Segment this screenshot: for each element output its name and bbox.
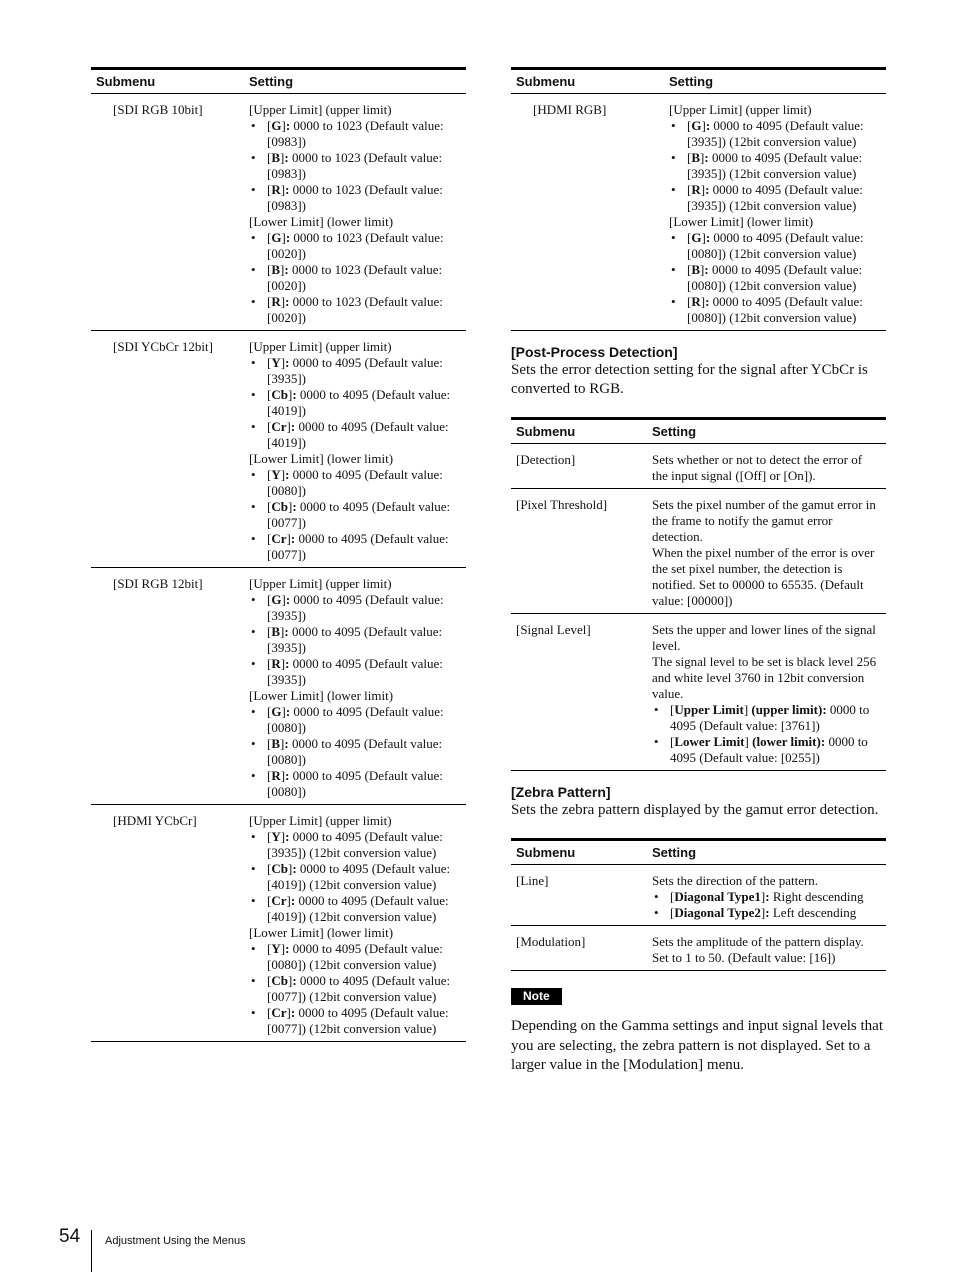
item-key: R bbox=[271, 182, 281, 197]
list-item: • [Y]: 0000 to 4095 (Default value: [3935]) (12bit conversion value) bbox=[267, 829, 461, 861]
setting-text: Sets the pixel number of the gamut error in the frame to notify the gamut error detection. bbox=[652, 497, 876, 544]
list-item: • [Y]: 0000 to 4095 (Default value: [0080]) (12bit conversion value) bbox=[267, 941, 461, 973]
table-row bbox=[511, 444, 886, 489]
list-item: • [Diagonal Type1]: Right descending bbox=[670, 889, 881, 905]
item-key: G bbox=[271, 704, 282, 719]
item-key: B bbox=[691, 262, 701, 277]
list-item: • [Upper Limit] (upper limit): 0000 to 4095 (Default value: [3761]) bbox=[670, 702, 881, 734]
submenu-cell: [SDI RGB 10bit] bbox=[91, 94, 244, 331]
item-key: Cb bbox=[271, 499, 288, 514]
item-key: B bbox=[691, 150, 701, 165]
list-item: • [Cb]: 0000 to 4095 (Default value: [4019]) (12bit conversion value) bbox=[267, 861, 461, 893]
list-item: • [Diagonal Type2]: Left descending bbox=[670, 905, 881, 921]
item-text: 0000 to 4095 (Default value: [4019]) (12bit conversion value) bbox=[267, 861, 451, 892]
post-process-description: Sets the error detection setting for the signal after YCbCr is converted to RGB. bbox=[511, 362, 868, 397]
item-text: 0000 to 4095 (Default value: [0077]) (12bit conversion value) bbox=[267, 1005, 449, 1036]
list-item: • [R]: 0000 to 1023 (Default value: [0020]) bbox=[267, 294, 461, 326]
zebra-table bbox=[511, 838, 886, 971]
submenu-header: Submenu bbox=[511, 69, 664, 94]
item-text: 0000 to 4095 (Default value: [4019]) bbox=[267, 387, 451, 418]
setting-cell bbox=[244, 331, 466, 568]
submenu-cell: [HDMI RGB] bbox=[511, 94, 664, 331]
post-process-heading: [Post-Process Detection] bbox=[511, 344, 678, 360]
footer-section-title: Adjustment Using the Menus bbox=[105, 1235, 246, 1247]
list-item: • [Cr]: 0000 to 4095 (Default value: [0077]) bbox=[267, 531, 461, 563]
item-key: Diagonal Type1 bbox=[674, 889, 761, 904]
list-item: • [Cb]: 0000 to 4095 (Default value: [4019]) bbox=[267, 387, 461, 419]
item-key: G bbox=[271, 230, 282, 245]
item-key: B bbox=[271, 262, 281, 277]
item-key: R bbox=[271, 656, 281, 671]
list-item: • [B]: 0000 to 4095 (Default value: [3935]) bbox=[267, 624, 461, 656]
upper-limit-label: [Upper Limit] (upper limit) bbox=[249, 102, 392, 117]
table-row bbox=[511, 614, 886, 771]
upper-limit-label: [Upper Limit] (upper limit) bbox=[249, 576, 392, 591]
table-row bbox=[91, 331, 466, 568]
item-text: 0000 to 4095 (Default value: [0080]) bbox=[267, 736, 443, 767]
item-text: 0000 to 4095 (Default value: [3935]) bbox=[267, 355, 443, 386]
lower-limit-label: [Lower Limit] (lower limit) bbox=[669, 214, 814, 229]
setting-header: Setting bbox=[664, 69, 886, 94]
note-text: Depending on the Gamma settings and input signal levels that you are selecting, the zebra pattern is not displayed. Set to a larger value in the [Modulation] menu. bbox=[511, 1018, 884, 1073]
item-key: Cr bbox=[271, 531, 287, 546]
item-key: G bbox=[271, 592, 282, 607]
submenu-cell: [Modulation] bbox=[511, 926, 647, 971]
item-text: 0000 to 4095 (Default value: [0255]) bbox=[670, 734, 868, 765]
list-item: • [B]: 0000 to 4095 (Default value: [0080]) bbox=[267, 736, 461, 768]
list-item: • [B]: 0000 to 1023 (Default value: [0020]) bbox=[267, 262, 461, 294]
item-text: 0000 to 1023 (Default value: [0020]) bbox=[267, 262, 443, 293]
limits-table-body bbox=[91, 94, 466, 1042]
item-text: 0000 to 4095 (Default value: [3935]) (12bit conversion value) bbox=[267, 829, 443, 860]
item-text: 0000 to 4095 (Default value: [0077]) (12bit conversion value) bbox=[267, 973, 451, 1004]
item-text: Right descending bbox=[769, 889, 864, 904]
submenu-cell: [HDMI YCbCr] bbox=[91, 805, 244, 1042]
submenu-header: Submenu bbox=[511, 419, 647, 444]
item-key: R bbox=[691, 182, 701, 197]
list-item: • [R]: 0000 to 1023 (Default value: [0983]) bbox=[267, 182, 461, 214]
bullet-list bbox=[669, 118, 881, 214]
item-key: Diagonal Type2 bbox=[674, 905, 761, 920]
post-process-table bbox=[511, 417, 886, 771]
item-key: R bbox=[271, 768, 281, 783]
item-text: 0000 to 4095 (Default value: [3935]) (12bit conversion value) bbox=[687, 118, 864, 149]
list-item: • [R]: 0000 to 4095 (Default value: [0080]) (12bit conversion value) bbox=[687, 294, 881, 326]
list-item: • [R]: 0000 to 4095 (Default value: [0080]) bbox=[267, 768, 461, 800]
zebra-heading: [Zebra Pattern] bbox=[511, 784, 611, 800]
setting-cell bbox=[647, 865, 886, 926]
list-item: • [Cr]: 0000 to 4095 (Default value: [4019]) (12bit conversion value) bbox=[267, 893, 461, 925]
table-row bbox=[511, 926, 886, 971]
list-item: • [R]: 0000 to 4095 (Default value: [3935]) (12bit conversion value) bbox=[687, 182, 881, 214]
item-key: B bbox=[271, 736, 281, 751]
list-item: • [G]: 0000 to 1023 (Default value: [0020]) bbox=[267, 230, 461, 262]
list-item: • [G]: 0000 to 4095 (Default value: [0080]) bbox=[267, 704, 461, 736]
item-text: 0000 to 1023 (Default value: [0020]) bbox=[267, 230, 444, 261]
item-paren: lower limit bbox=[756, 734, 817, 749]
item-text: 0000 to 1023 (Default value: [0020]) bbox=[267, 294, 443, 325]
table-row bbox=[91, 568, 466, 805]
bullet-list bbox=[249, 230, 461, 326]
setting-header: Setting bbox=[647, 419, 886, 444]
submenu-cell: [Line] bbox=[511, 865, 647, 926]
lower-limit-label: [Lower Limit] (lower limit) bbox=[249, 451, 394, 466]
zebra-description: Sets the zebra pattern displayed by the gamut error detection. bbox=[511, 802, 879, 818]
lower-limit-label: [Lower Limit] (lower limit) bbox=[249, 925, 394, 940]
item-key: B bbox=[271, 624, 281, 639]
note-badge: Note bbox=[511, 988, 562, 1005]
lower-limit-label: [Lower Limit] (lower limit) bbox=[249, 214, 394, 229]
item-key: G bbox=[691, 230, 702, 245]
item-key: Lower Limit bbox=[674, 734, 745, 749]
item-text: 0000 to 1023 (Default value: [0983]) bbox=[267, 150, 443, 181]
bullet-list bbox=[669, 230, 881, 326]
item-key: Cr bbox=[271, 1005, 287, 1020]
item-text: 0000 to 4095 (Default value: [3935]) bbox=[267, 592, 444, 623]
item-key: Cb bbox=[271, 387, 288, 402]
item-key: Cr bbox=[271, 893, 287, 908]
item-text: 0000 to 1023 (Default value: [0983]) bbox=[267, 118, 444, 149]
submenu-cell: [Detection] bbox=[511, 444, 647, 489]
upper-limit-label: [Upper Limit] (upper limit) bbox=[249, 813, 392, 828]
item-text: 0000 to 4095 (Default value: [3935]) (12bit conversion value) bbox=[687, 182, 863, 213]
item-key: Cb bbox=[271, 861, 288, 876]
setting-header: Setting bbox=[647, 840, 886, 865]
bullet-list bbox=[249, 355, 461, 451]
item-key: Cr bbox=[271, 419, 287, 434]
item-text: 0000 to 4095 (Default value: [0080]) bbox=[267, 768, 443, 799]
setting-cell bbox=[664, 94, 886, 331]
item-key: Y bbox=[271, 829, 281, 844]
list-item: • [G]: 0000 to 1023 (Default value: [0983]) bbox=[267, 118, 461, 150]
upper-limit-label: [Upper Limit] (upper limit) bbox=[669, 102, 812, 117]
item-text: 0000 to 4095 (Default value: [0080]) (12bit conversion value) bbox=[687, 230, 864, 261]
hdmi-rgb-table bbox=[511, 67, 886, 331]
setting-cell bbox=[647, 489, 886, 614]
item-key: R bbox=[691, 294, 701, 309]
setting-cell bbox=[244, 94, 466, 331]
item-text: 0000 to 4095 (Default value: [4019]) (12bit conversion value) bbox=[267, 893, 449, 924]
item-key: G bbox=[691, 118, 702, 133]
setting-text: The signal level to be set is black level 256 and white level 3760 in 12bit conversion value. bbox=[652, 654, 877, 701]
bullet-list bbox=[249, 592, 461, 688]
lower-limit-label: [Lower Limit] (lower limit) bbox=[249, 688, 394, 703]
list-item: • [B]: 0000 to 1023 (Default value: [0983]) bbox=[267, 150, 461, 182]
bullet-list bbox=[249, 941, 461, 1037]
item-text: 0000 to 4095 (Default value: [0080]) bbox=[267, 467, 443, 498]
item-text: 0000 to 4095 (Default value: [0077]) bbox=[267, 499, 451, 530]
item-text: 0000 to 4095 (Default value: [0077]) bbox=[267, 531, 449, 562]
item-key: Y bbox=[271, 941, 281, 956]
item-text: 0000 to 4095 (Default value: [3935]) bbox=[267, 656, 443, 687]
left-column bbox=[91, 67, 466, 1042]
submenu-cell: [SDI YCbCr 12bit] bbox=[91, 331, 244, 568]
upper-limit-label: [Upper Limit] (upper limit) bbox=[249, 339, 392, 354]
item-key: B bbox=[271, 150, 281, 165]
list-item: • [Cr]: 0000 to 4095 (Default value: [0077]) (12bit conversion value) bbox=[267, 1005, 461, 1037]
setting-cell bbox=[647, 926, 886, 971]
item-key: G bbox=[271, 118, 282, 133]
bullet-list bbox=[249, 118, 461, 214]
item-text: 0000 to 4095 (Default value: [0080]) (12bit conversion value) bbox=[267, 941, 443, 972]
item-key: Upper Limit bbox=[674, 702, 744, 717]
setting-text: Sets the upper and lower lines of the signal level. bbox=[652, 622, 876, 653]
table-row bbox=[511, 489, 886, 614]
limits-table bbox=[91, 67, 466, 1042]
bullet-list bbox=[249, 704, 461, 800]
setting-text: Set to 1 to 50. (Default value: [16]) bbox=[652, 950, 836, 965]
list-item: • [Cb]: 0000 to 4095 (Default value: [0077]) bbox=[267, 499, 461, 531]
item-text: 0000 to 4095 (Default value: [4019]) bbox=[267, 419, 449, 450]
item-key: Cb bbox=[271, 973, 288, 988]
table-row bbox=[511, 94, 886, 331]
item-key: Y bbox=[271, 467, 281, 482]
list-item: • [B]: 0000 to 4095 (Default value: [0080]) (12bit conversion value) bbox=[687, 262, 881, 294]
bullet-list bbox=[249, 467, 461, 563]
item-text: 0000 to 4095 (Default value: [3761]) bbox=[670, 702, 870, 733]
item-text: 0000 to 4095 (Default value: [0080]) bbox=[267, 704, 444, 735]
list-item: • [R]: 0000 to 4095 (Default value: [3935]) bbox=[267, 656, 461, 688]
submenu-header: Submenu bbox=[511, 840, 647, 865]
setting-cell bbox=[647, 614, 886, 771]
item-text: 0000 to 4095 (Default value: [3935]) (12bit conversion value) bbox=[687, 150, 863, 181]
setting-header: Setting bbox=[244, 69, 466, 94]
list-item: • [G]: 0000 to 4095 (Default value: [0080]) (12bit conversion value) bbox=[687, 230, 881, 262]
item-text: 0000 to 1023 (Default value: [0983]) bbox=[267, 182, 443, 213]
hdmi-rgb-table-body bbox=[511, 94, 886, 331]
submenu-header: Submenu bbox=[91, 69, 244, 94]
setting-cell bbox=[244, 805, 466, 1042]
table-row bbox=[511, 865, 886, 926]
page-number: 54 bbox=[59, 1226, 81, 1247]
right-column bbox=[511, 67, 886, 1076]
submenu-cell: [SDI RGB 12bit] bbox=[91, 568, 244, 805]
setting-text: Sets the amplitude of the pattern display. bbox=[652, 934, 864, 949]
list-item: • [G]: 0000 to 4095 (Default value: [3935]) (12bit conversion value) bbox=[687, 118, 881, 150]
table-row bbox=[91, 94, 466, 331]
bullet-list bbox=[249, 829, 461, 925]
table-row bbox=[91, 805, 466, 1042]
list-item: • [Y]: 0000 to 4095 (Default value: [0080]) bbox=[267, 467, 461, 499]
submenu-cell: [Signal Level] bbox=[511, 614, 647, 771]
item-text: 0000 to 4095 (Default value: [3935]) bbox=[267, 624, 443, 655]
setting-cell: Sets whether or not to detect the error of the input signal ([Off] or [On]). bbox=[647, 444, 886, 489]
item-key: Y bbox=[271, 355, 281, 370]
item-text: Left descending bbox=[769, 905, 857, 920]
list-item: • [Cr]: 0000 to 4095 (Default value: [4019]) bbox=[267, 419, 461, 451]
item-text: 0000 to 4095 (Default value: [0080]) (12bit conversion value) bbox=[687, 294, 863, 325]
submenu-cell: [Pixel Threshold] bbox=[511, 489, 647, 614]
setting-text: Sets the direction of the pattern. bbox=[652, 873, 819, 888]
bullet-list bbox=[652, 889, 881, 921]
setting-text: When the pixel number of the error is over the set pixel number, the detection is notified. Set to 00000 to 65535. (Default value: [00000]) bbox=[652, 545, 875, 608]
list-item: • [G]: 0000 to 4095 (Default value: [3935]) bbox=[267, 592, 461, 624]
setting-cell bbox=[244, 568, 466, 805]
item-paren: upper limit bbox=[755, 702, 818, 717]
item-text: 0000 to 4095 (Default value: [0080]) (12bit conversion value) bbox=[687, 262, 863, 293]
list-item: • [B]: 0000 to 4095 (Default value: [3935]) (12bit conversion value) bbox=[687, 150, 881, 182]
footer-divider bbox=[91, 1230, 92, 1272]
list-item: • [Cb]: 0000 to 4095 (Default value: [0077]) (12bit conversion value) bbox=[267, 973, 461, 1005]
bullet-list bbox=[652, 702, 881, 766]
list-item: • [Lower Limit] (lower limit): 0000 to 4095 (Default value: [0255]) bbox=[670, 734, 881, 766]
item-key: R bbox=[271, 294, 281, 309]
list-item: • [Y]: 0000 to 4095 (Default value: [3935]) bbox=[267, 355, 461, 387]
